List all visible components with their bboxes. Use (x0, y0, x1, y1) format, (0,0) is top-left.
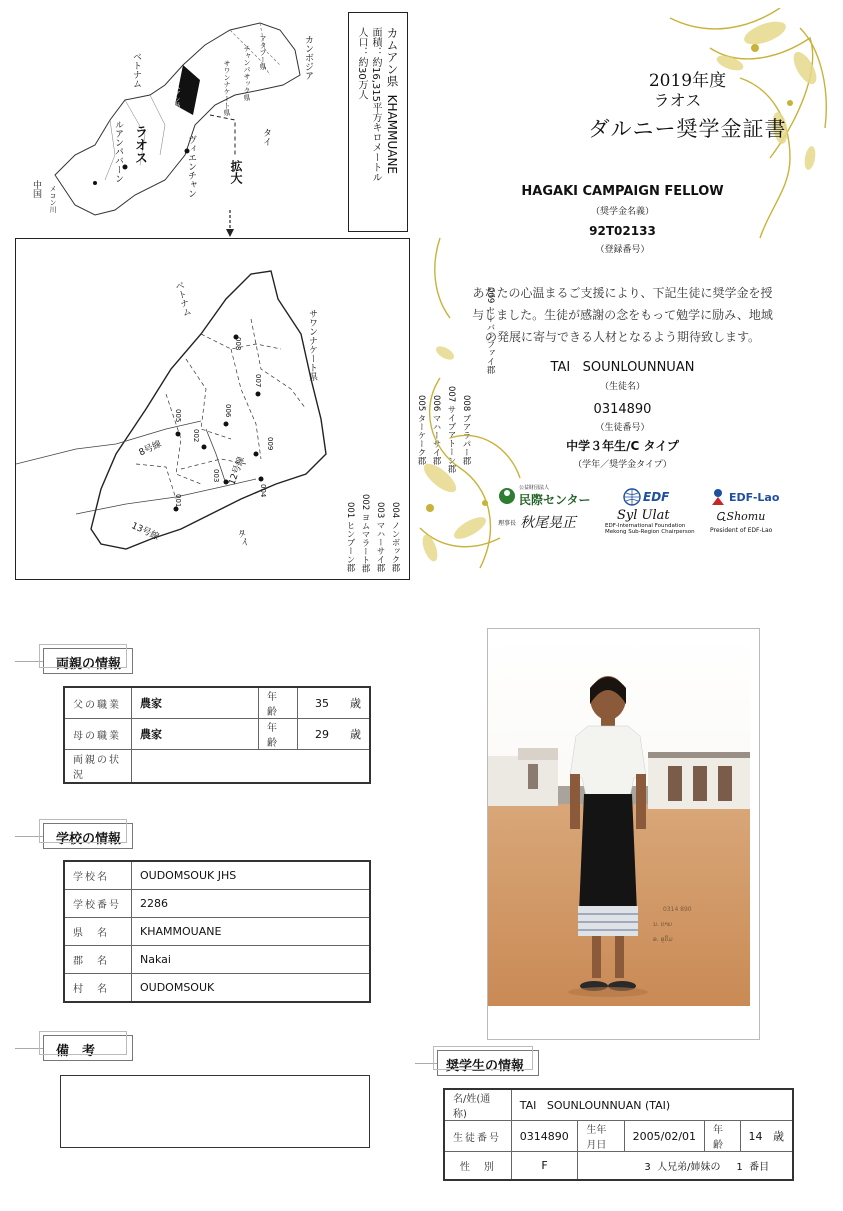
scholar-age-cell (740, 1121, 793, 1152)
village: OUDOMSOUK (132, 974, 371, 1003)
mother-age-label: 年齢 (259, 719, 298, 750)
overview-label-province: カムアン県 (173, 78, 180, 108)
detail-label-route8: 8号線 (137, 439, 164, 459)
mother-job: 農家 (132, 719, 259, 750)
overview-label-vietnam: ベトナム (131, 52, 141, 88)
district-code: 005 (174, 409, 182, 423)
district-code: 003 (212, 469, 220, 483)
scholar-age-label: 年齢 (705, 1121, 740, 1152)
legend-item: 001 ヒンブーン郡 (345, 502, 355, 572)
legend-item: 009 セーバンファイ郡 (485, 287, 495, 374)
legend-item: 004 ノンボック郡 (390, 502, 400, 572)
cert-reg-no-label: （登録番号） (595, 245, 650, 255)
mother-age-cell (298, 719, 371, 750)
siblings-cell (578, 1152, 793, 1181)
birth-order: 1 (736, 1162, 743, 1173)
cert-student-name: TAI SOUNLOUNNUAN (550, 360, 695, 375)
org1-role: 理事長 (498, 519, 517, 527)
parents-status-label: 両親の状況 (64, 750, 132, 784)
legend-item: 002 ヨムマラート郡 (360, 493, 370, 572)
overview-label-laos: ラオス (132, 125, 147, 164)
detail-label-route12: 12号線 (227, 455, 247, 487)
age-unit: 歳 (350, 697, 361, 710)
overview-label-thailand: タイ (261, 128, 271, 146)
org2-caption-2: Mekong Sub-Region Chairperson (605, 529, 695, 535)
mother-job-label: 母の職業 (64, 719, 132, 750)
birth-label: 生年月日 (578, 1121, 624, 1152)
cert-student-no: 0314890 (593, 402, 652, 417)
school-number: 2286 (132, 890, 371, 918)
cert-reg-no: 92T02133 (589, 224, 656, 238)
detail-label-thailand: タイ (234, 528, 250, 549)
detail-label-savannakhet: サワンナケート県 (307, 309, 317, 381)
legend-item: 007 サイブアトーン郡 (446, 386, 456, 473)
parents-heading: 両親の情報 (43, 648, 133, 674)
location-info-box (348, 12, 408, 232)
district-code: 007 (254, 374, 262, 388)
org3-signature: ᏩShomu (716, 510, 766, 523)
org3-logo: EDF-Lao (729, 490, 780, 504)
village-label: 村 名 (64, 974, 132, 1003)
siblings-count: 3 (644, 1162, 651, 1173)
legend-item: 006 マハーサイ郡 (431, 394, 441, 465)
detail-label-route13: 13号線 (129, 521, 161, 543)
cert-title: ダルニー奨学金証書 (588, 117, 787, 141)
province: KHAMMOUANE (132, 918, 371, 946)
cert-message-1: あなたの心温まるご支援により、下記生徒に奨学金を授 (472, 286, 773, 300)
scholar-age: 14 (748, 1130, 763, 1143)
population-value: 約30万人 (356, 57, 367, 100)
scholar-name: TAI SOUNLOUNNUAN (TAI) (511, 1089, 793, 1121)
district-code: 002 (192, 429, 200, 443)
scholarship-certificate (410, 8, 835, 583)
remarks-heading: 備 考 (43, 1035, 133, 1061)
father-age-label: 年齢 (259, 687, 298, 719)
remarks-box (60, 1075, 370, 1148)
father-job-label: 父の職業 (64, 687, 132, 719)
overview-label-china: 中国 (31, 180, 41, 198)
org-edf-lao (710, 488, 800, 534)
legend-item: 008 ブアラパー郡 (461, 394, 471, 465)
overview-label-champasak: チャンパサック県 (243, 45, 251, 101)
district-code: 004 (259, 484, 267, 498)
scholar-table (443, 1088, 794, 1181)
district-code: 001 (174, 494, 182, 508)
siblings-label: 人兄弟/姉妹の (657, 1162, 721, 1173)
population-label: 人口： (356, 27, 367, 57)
scholar-student-no-label: 生徒番号 (444, 1121, 511, 1152)
district-map-box (15, 238, 495, 580)
school-heading: 学校の情報 (43, 823, 133, 849)
school-table (63, 860, 371, 1003)
district-code: 006 (224, 404, 232, 418)
age-unit: 歳 (350, 728, 361, 741)
father-job: 農家 (132, 687, 259, 719)
birth-date: 2005/02/01 (624, 1121, 704, 1152)
cert-student-name-label: （生徒名） (599, 382, 645, 392)
overview-label-attapeu: アタプー県 (259, 35, 267, 70)
org2-caption-1: EDF-International Foundation (605, 523, 686, 529)
org-edf-international (605, 488, 705, 535)
cert-grade: 中学３年生/C タイプ (566, 439, 679, 453)
zoom-label: 拡大 (229, 160, 243, 184)
district-code: 009 (266, 437, 274, 451)
svg-text:ອ. ອຸດົມ: ອ. ອຸດົມ (653, 936, 673, 943)
birth-order-label: 番目 (749, 1162, 770, 1173)
org2-signature: Syl Ulat (617, 508, 670, 523)
overview-label-mekong: メコン川 (49, 185, 57, 213)
org1-sub: 公益財団法人 (519, 485, 550, 491)
cert-scholarship-name-label: （奨学金名義） (590, 207, 654, 217)
school-name: OUDOMSOUK JHS (132, 861, 371, 890)
cert-scholarship-name: HAGAKI CAMPAIGN FELLOW (521, 184, 724, 199)
student-photo (488, 636, 750, 1006)
svg-text:ນ. ຕາຍ: ນ. ຕາຍ (653, 921, 672, 928)
scholar-heading: 奨学生の情報 (437, 1050, 539, 1076)
father-age-cell (298, 687, 371, 719)
edf-lao-logo-icon (710, 488, 726, 506)
org2-logo: EDF (643, 490, 670, 504)
cert-message-2: 与しました。生徒が感謝の念をもって勉学に励み、地域 (472, 308, 773, 322)
org-minsai-center (498, 484, 598, 532)
globe-icon (623, 488, 641, 506)
sex-label: 性 別 (444, 1152, 511, 1181)
father-age: 35 (315, 697, 330, 710)
overview-label-cambodia: カンボジア (303, 35, 313, 80)
overview-label-savannakhet: サワンナケート県 (223, 60, 231, 116)
svg-text:0314 890: 0314 890 (663, 906, 692, 913)
overview-label-luang-prabang: ルアンパバーン (113, 120, 123, 183)
sex: F (511, 1152, 578, 1181)
cert-year: 2019年度 (648, 71, 727, 91)
detail-label-vietnam: ベトナム (172, 280, 192, 318)
overview-label-vientiane: ヴィエンチャン (186, 135, 196, 198)
scholar-name-label: 名/姓(通称) (444, 1089, 511, 1121)
province-name-en: KHAMMUANE (385, 94, 399, 174)
scholar-age-unit: 歳 (773, 1130, 784, 1143)
legend-item: 003 マハーサイ郡 (375, 502, 385, 572)
org3-caption: President of EDF-Lao (710, 527, 773, 534)
district: Nakai (132, 946, 371, 974)
cert-message-3: の発展に寄与できる人材となるよう期待致します。 (484, 330, 761, 344)
school-number-label: 学校番号 (64, 890, 132, 918)
province-label: 県 名 (64, 918, 132, 946)
minsai-logo-icon (498, 487, 516, 505)
area-label: 面積： (370, 27, 381, 57)
district-label: 郡 名 (64, 946, 132, 974)
school-name-label: 学校名 (64, 861, 132, 890)
cert-country: ラオス (653, 91, 702, 110)
org1-name: 民際センター (519, 493, 591, 507)
cert-grade-label: （学年／奨学金タイプ） (573, 460, 672, 470)
parents-status (132, 750, 371, 784)
area-value: 約16,315平方キロメートル (370, 57, 381, 182)
overview-map (15, 5, 350, 237)
parents-table (63, 686, 371, 784)
org1-signature: 秋尾晃正 (520, 515, 577, 531)
district-code: 008 (234, 337, 242, 351)
province-name: カムアン県 (385, 27, 399, 87)
legend-item: 005 ターケーク郡 (416, 394, 426, 465)
cert-student-no-label: （生徒番号） (595, 423, 650, 433)
scholar-student-no: 0314890 (511, 1121, 578, 1152)
mother-age: 29 (315, 728, 330, 741)
